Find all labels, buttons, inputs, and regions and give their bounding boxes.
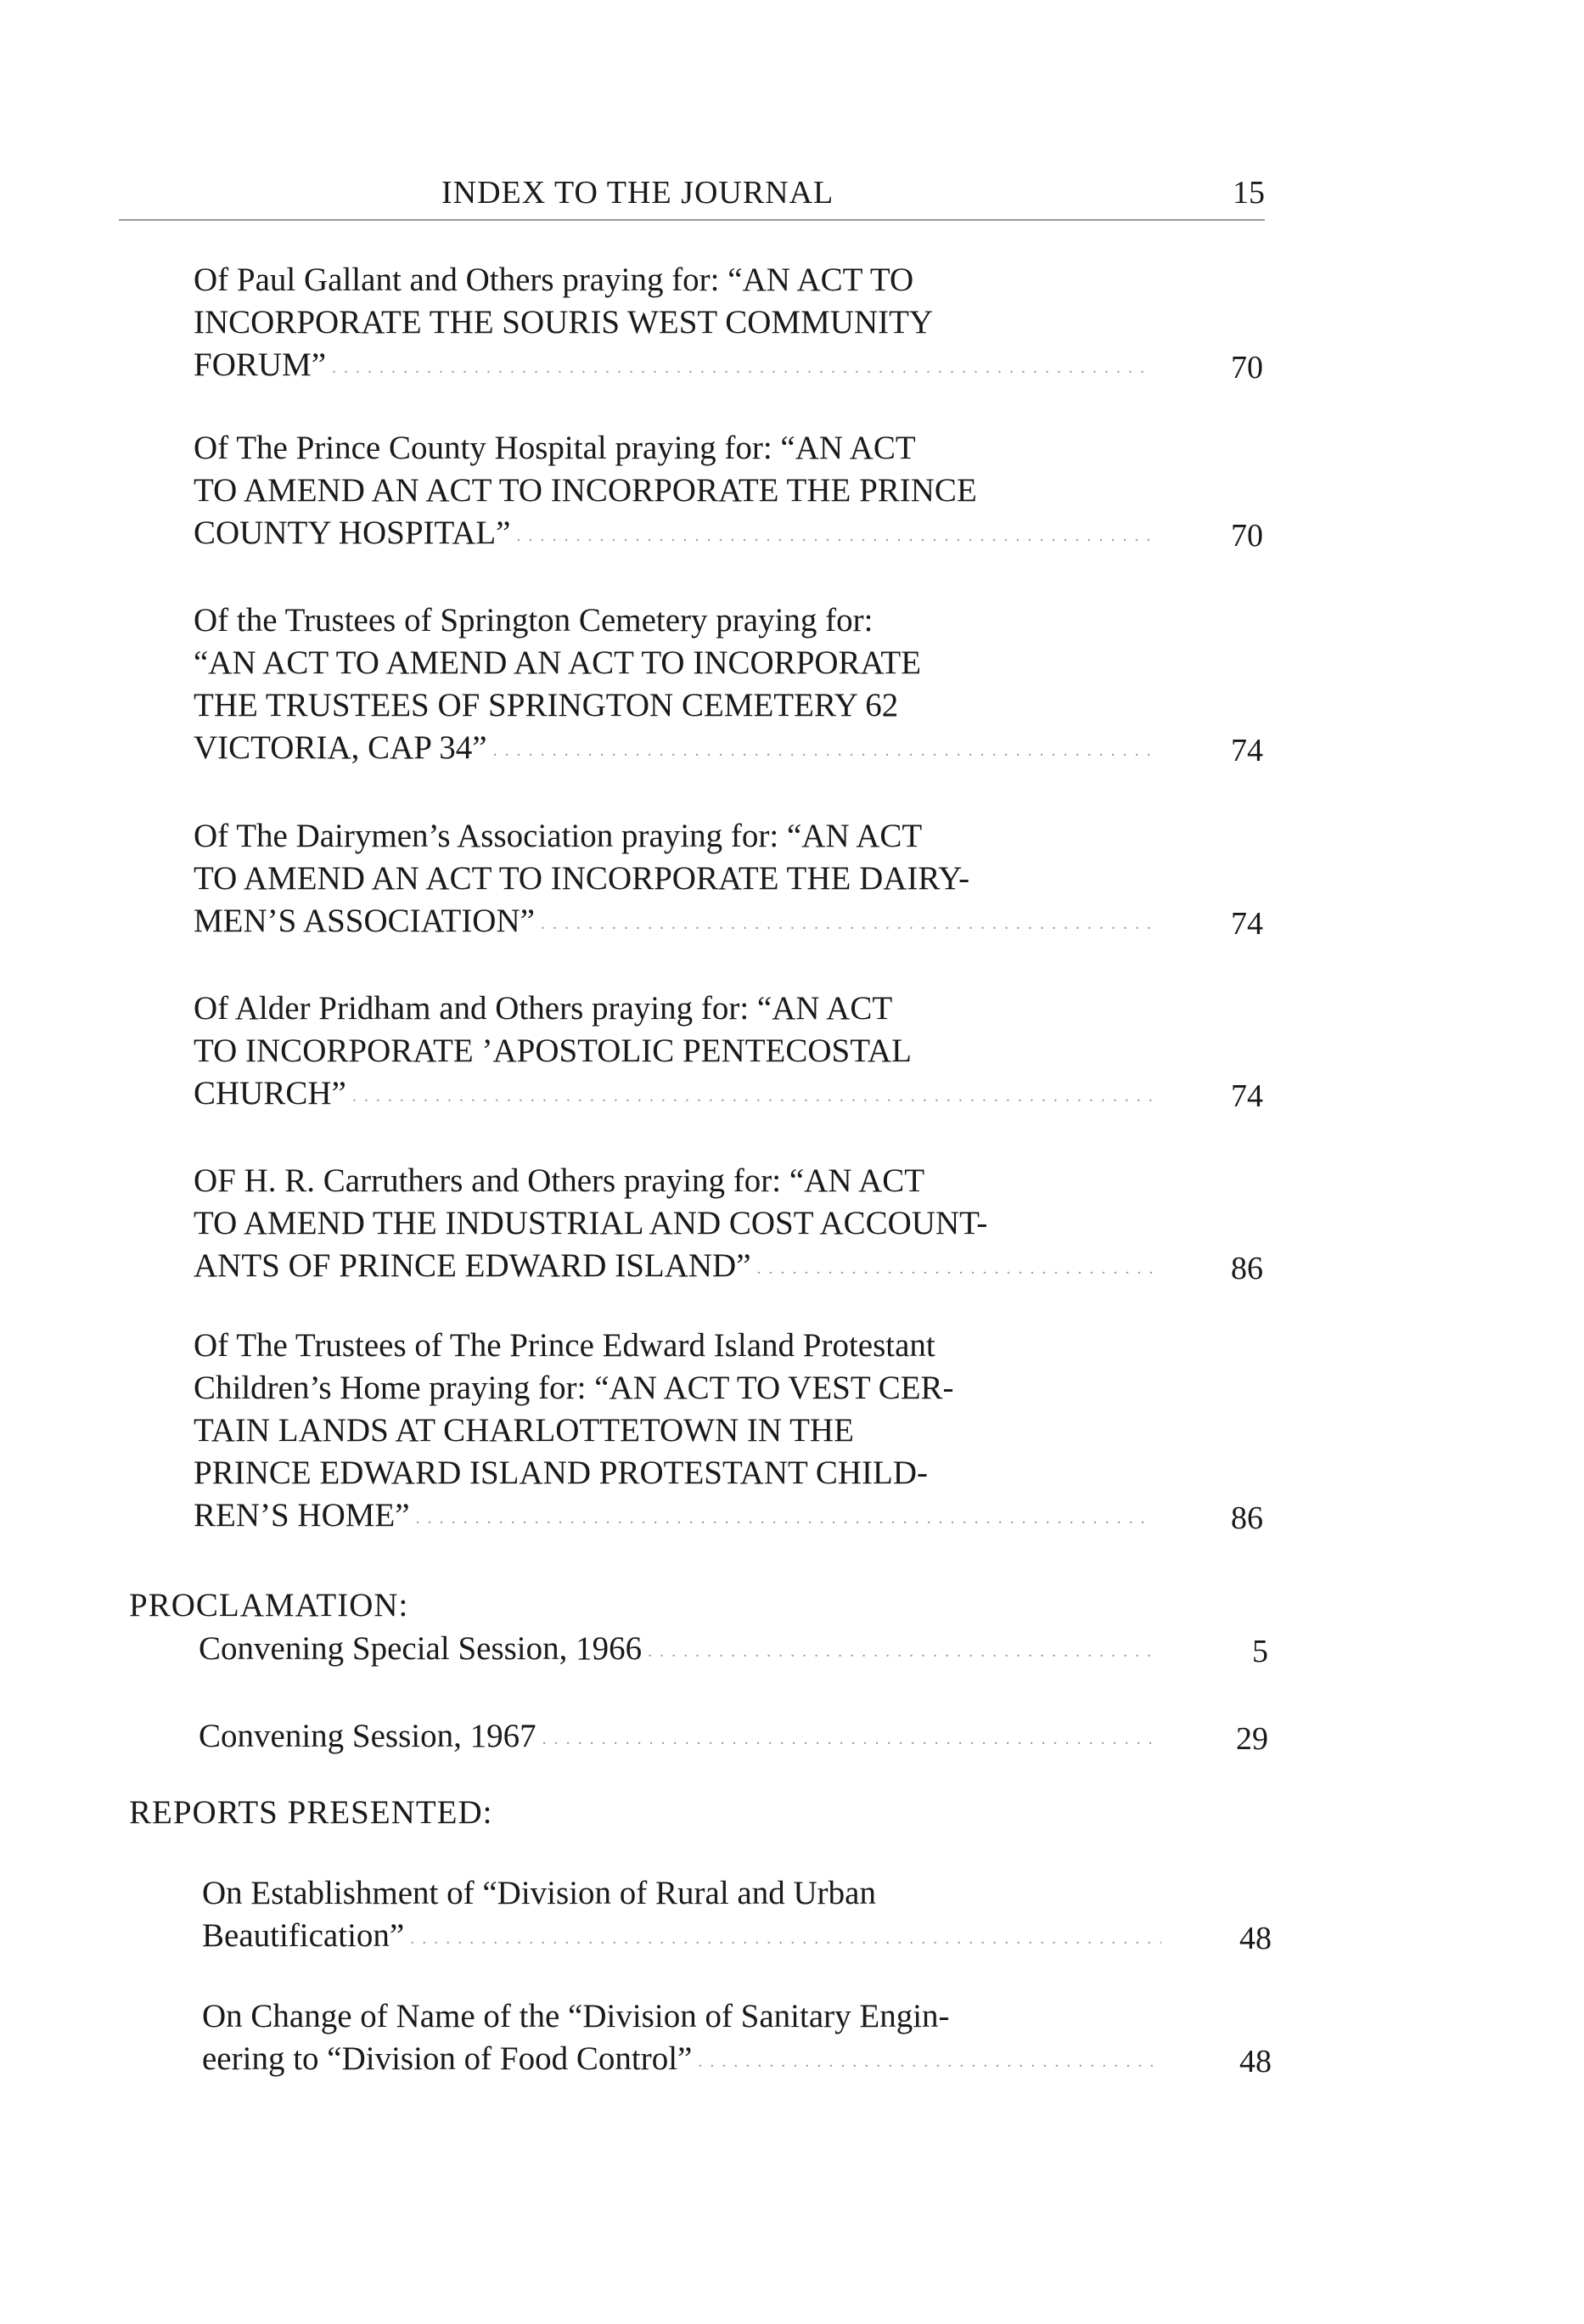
- entry-last-line-text: MEN’S ASSOCIATION” . . .: [194, 903, 1153, 939]
- entry-line: Of Paul Gallant and Others praying for: “AN ACT TO: [194, 262, 914, 298]
- entry-last-line: [199, 1715, 1158, 1760]
- index-entry: [194, 1325, 1263, 1539]
- index-entry: [194, 599, 1263, 772]
- entry-page-number: 74: [1231, 906, 1263, 943]
- entry-page-number: 70: [1231, 350, 1263, 386]
- entry-line: OF H. R. Carruthers and Others praying for: “AN ACT: [194, 1162, 925, 1199]
- entry-line: PRINCE EDWARD ISLAND PROTESTANT CHILD-: [194, 1455, 928, 1491]
- index-entry: [194, 259, 1263, 389]
- entry-last-line: [194, 1245, 1153, 1290]
- entry-page-number: 70: [1231, 518, 1263, 554]
- entry-last-line-text: eering to “Division of Food Control” . . .: [202, 2040, 1161, 2077]
- entry-last-line: [202, 2038, 1161, 2083]
- entry-page-number: 86: [1231, 1500, 1263, 1537]
- entry-last-line: [194, 1072, 1153, 1117]
- entry-last-line-text: VICTORIA, CAP 34” . . .: [194, 729, 1153, 766]
- entry-last-line-text: Beautification” . . .: [202, 1917, 1161, 1954]
- index-entry: [202, 1872, 1272, 1960]
- index-entry: [199, 1715, 1268, 1760]
- entry-line: TAIN LANDS AT CHARLOTTETOWN IN THE: [194, 1412, 854, 1449]
- entry-last-line-text: COUNTY HOSPITAL” . . .: [194, 515, 1153, 551]
- entry-last-line: [202, 1915, 1161, 1960]
- section-heading-proclamation: PROCLAMATION:: [129, 1587, 409, 1623]
- entry-line: On Change of Name of the “Division of Sanitary Engin-: [202, 1998, 950, 2034]
- entry-page-number: 74: [1231, 733, 1263, 769]
- entry-line: “AN ACT TO AMEND AN ACT TO INCORPORATE: [194, 644, 922, 681]
- index-entry: [194, 815, 1263, 945]
- entry-last-line: [199, 1628, 1158, 1673]
- entry-page-number: 74: [1231, 1078, 1263, 1115]
- index-entry: [194, 1160, 1263, 1290]
- entry-last-line: [194, 900, 1153, 945]
- entry-last-line: [194, 727, 1153, 772]
- running-head-page-number: 15: [1233, 175, 1265, 211]
- entry-line: THE TRUSTEES OF SPRINGTON CEMETERY 62: [194, 687, 899, 723]
- entry-last-line: [194, 512, 1153, 557]
- page-header: [119, 174, 1265, 225]
- index-entry: [194, 427, 1263, 557]
- entry-page-number: 5: [1252, 1634, 1268, 1670]
- entry-line: Children’s Home praying for: “AN ACT TO VEST CER-: [194, 1370, 954, 1406]
- entry-page-number: 48: [1239, 2044, 1272, 2080]
- entry-page-number: 86: [1231, 1251, 1263, 1287]
- entry-line: Of the Trustees of Springton Cemetery praying for:: [194, 602, 873, 639]
- running-head-title: INDEX TO THE JOURNAL: [441, 175, 834, 211]
- entry-line: On Establishment of “Division of Rural and Urban: [202, 1875, 876, 1911]
- entry-last-line-text: REN’S HOME” . . .: [194, 1497, 1153, 1533]
- entry-line: Of The Trustees of The Prince Edward Island Protestant: [194, 1327, 935, 1364]
- entry-line: TO AMEND THE INDUSTRIAL AND COST ACCOUNT-: [194, 1205, 988, 1241]
- entry-line: Of Alder Pridham and Others praying for: “AN ACT: [194, 990, 893, 1027]
- entry-page-number: 29: [1236, 1721, 1268, 1758]
- index-entry: [199, 1628, 1268, 1673]
- entry-last-line-text: FORUM” . . .: [194, 346, 1153, 383]
- section-heading-reports: REPORTS PRESENTED:: [129, 1794, 493, 1831]
- entry-last-line-text: ANTS OF PRINCE EDWARD ISLAND” . . .: [194, 1247, 1153, 1284]
- header-rule: [119, 219, 1265, 221]
- entry-line: TO INCORPORATE ’APOSTOLIC PENTECOSTAL: [194, 1033, 912, 1069]
- entry-line: TO AMEND AN ACT TO INCORPORATE THE PRINCE: [194, 472, 977, 509]
- entry-page-number: 48: [1239, 1921, 1272, 1957]
- entry-line: INCORPORATE THE SOURIS WEST COMMUNITY: [194, 304, 934, 340]
- entry-line: TO AMEND AN ACT TO INCORPORATE THE DAIRY-: [194, 860, 970, 897]
- entry-line: Of The Dairymen’s Association praying for: “AN ACT: [194, 818, 923, 854]
- entry-last-line-text: Convening Special Session, 1966 . . .: [199, 1630, 1158, 1667]
- entry-last-line: [194, 1494, 1153, 1539]
- index-entry: [202, 1995, 1272, 2083]
- entry-last-line-text: CHURCH” . . .: [194, 1075, 1153, 1111]
- entry-last-line: [194, 344, 1153, 389]
- index-entry: [194, 988, 1263, 1117]
- entry-last-line-text: Convening Session, 1967 . . .: [199, 1718, 1158, 1754]
- entry-line: Of The Prince County Hospital praying for: “AN ACT: [194, 430, 916, 466]
